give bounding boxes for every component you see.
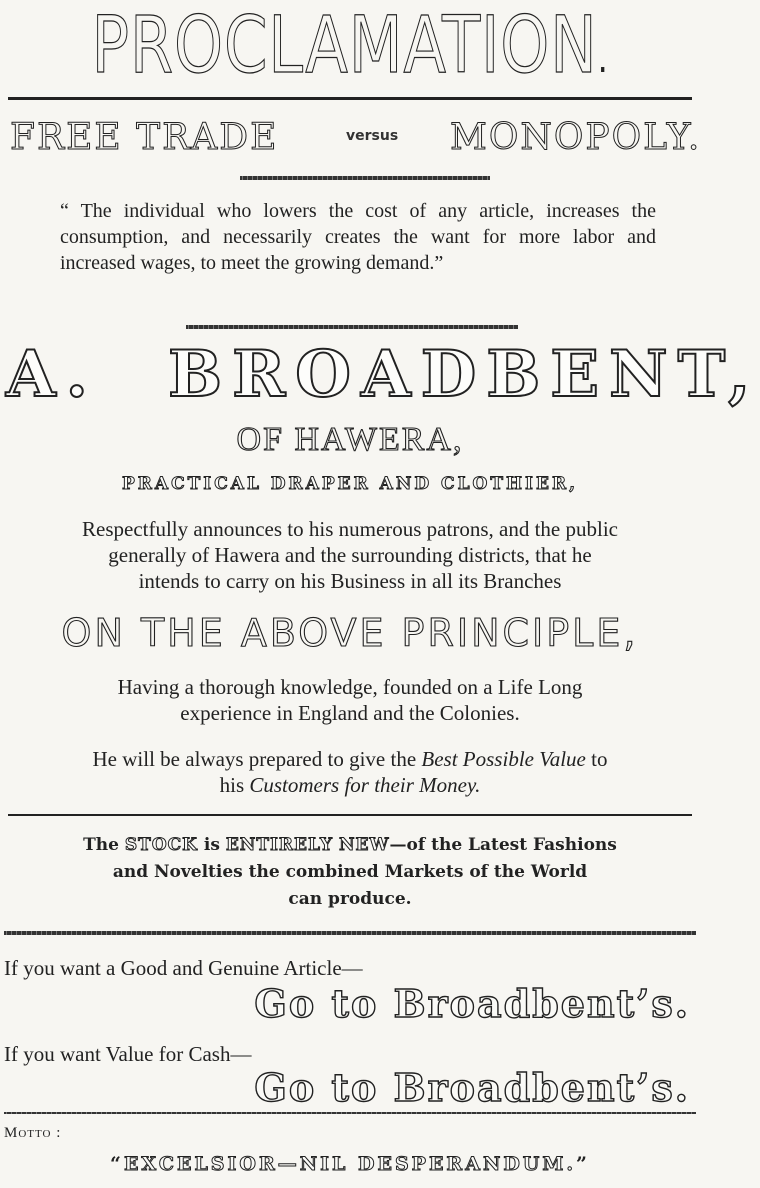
versus-text: versus — [346, 128, 399, 144]
value-line — [0, 772, 700, 798]
principle-heading: ON THE ABOVE PRINCIPLE, — [61, 611, 639, 655]
go-to-broadbents: Go to Broadbent’s. — [254, 1065, 690, 1110]
motto-label: Motto : — [4, 1125, 62, 1141]
announce-line: intends to carry on his Business in all its Branches — [138, 569, 562, 593]
announce-line: Respectfully announces to his numerous patrons, and the public — [82, 517, 618, 541]
motto-text — [0, 1150, 700, 1178]
stock-line: can produce. — [288, 889, 412, 909]
stock-word: STOCK — [124, 835, 198, 855]
trade-subheading: PRACTICAL DRAPER AND CLOTHIER, — [121, 474, 579, 494]
value-line — [0, 746, 700, 772]
knowledge-line: experience in England and the Colonies. — [180, 701, 520, 725]
divider-rule — [8, 97, 692, 100]
free-trade-heading — [0, 116, 700, 160]
firm-surname: BROADBENT, — [168, 337, 760, 412]
quotation-paragraph: “ The individual who lowers the cost of any article, increases the consumption, and necessarily creates the want for more labor and increased wages, to meet the growing demand.” — [60, 200, 656, 274]
value-emphasis: Customers for their Money. — [249, 773, 481, 797]
motto-quote: “ — [110, 1153, 124, 1175]
title-dot: . — [597, 36, 609, 82]
want-line: If you want a Good and Genuine Article— — [4, 956, 363, 980]
go-to-broadbents: Go to Broadbent’s. — [254, 981, 690, 1026]
stock-text: is — [203, 835, 220, 855]
ornamental-rule — [4, 931, 696, 935]
knowledge-line: Having a thorough knowledge, founded on a Life Long — [117, 675, 583, 699]
value-text: He will be always prepared to give the — [92, 747, 422, 771]
stock-notice — [0, 832, 700, 913]
new-word: NEW — [338, 835, 390, 855]
stock-text: —of the Latest Fashions — [389, 835, 617, 855]
ornamental-rule — [4, 1112, 696, 1114]
stock-line: and Novelties the combined Markets of the World — [112, 862, 588, 882]
announce-line: generally of Hawera and the surrounding districts, that he — [108, 543, 592, 567]
value-emphasis: Best Possible Value — [421, 747, 586, 771]
value-text: to — [585, 747, 608, 771]
proclamation-title — [70, 0, 630, 105]
motto-words: EXCELSIOR—NIL DESPERANDUM. — [123, 1153, 577, 1175]
divider-rule — [8, 814, 692, 816]
ornamental-rule — [240, 176, 490, 180]
value-text: his — [219, 773, 250, 797]
ornamental-rule — [186, 325, 518, 329]
stock-text: The — [83, 835, 119, 855]
firm-initial: A. — [6, 337, 98, 412]
of-hawera-heading: OF HAWERA, — [236, 421, 464, 458]
free-trade-text: FREE TRADE — [10, 117, 279, 158]
motto-quote: ” — [576, 1153, 590, 1175]
want-line: If you want Value for Cash— — [4, 1042, 252, 1066]
monopoly-text: MONOPOLY. — [450, 117, 702, 158]
firm-name — [0, 337, 760, 412]
entirely-word: ENTIRELY — [225, 835, 334, 855]
stock-line — [0, 832, 700, 859]
title-text: PROCLAMATION — [91, 1, 598, 91]
